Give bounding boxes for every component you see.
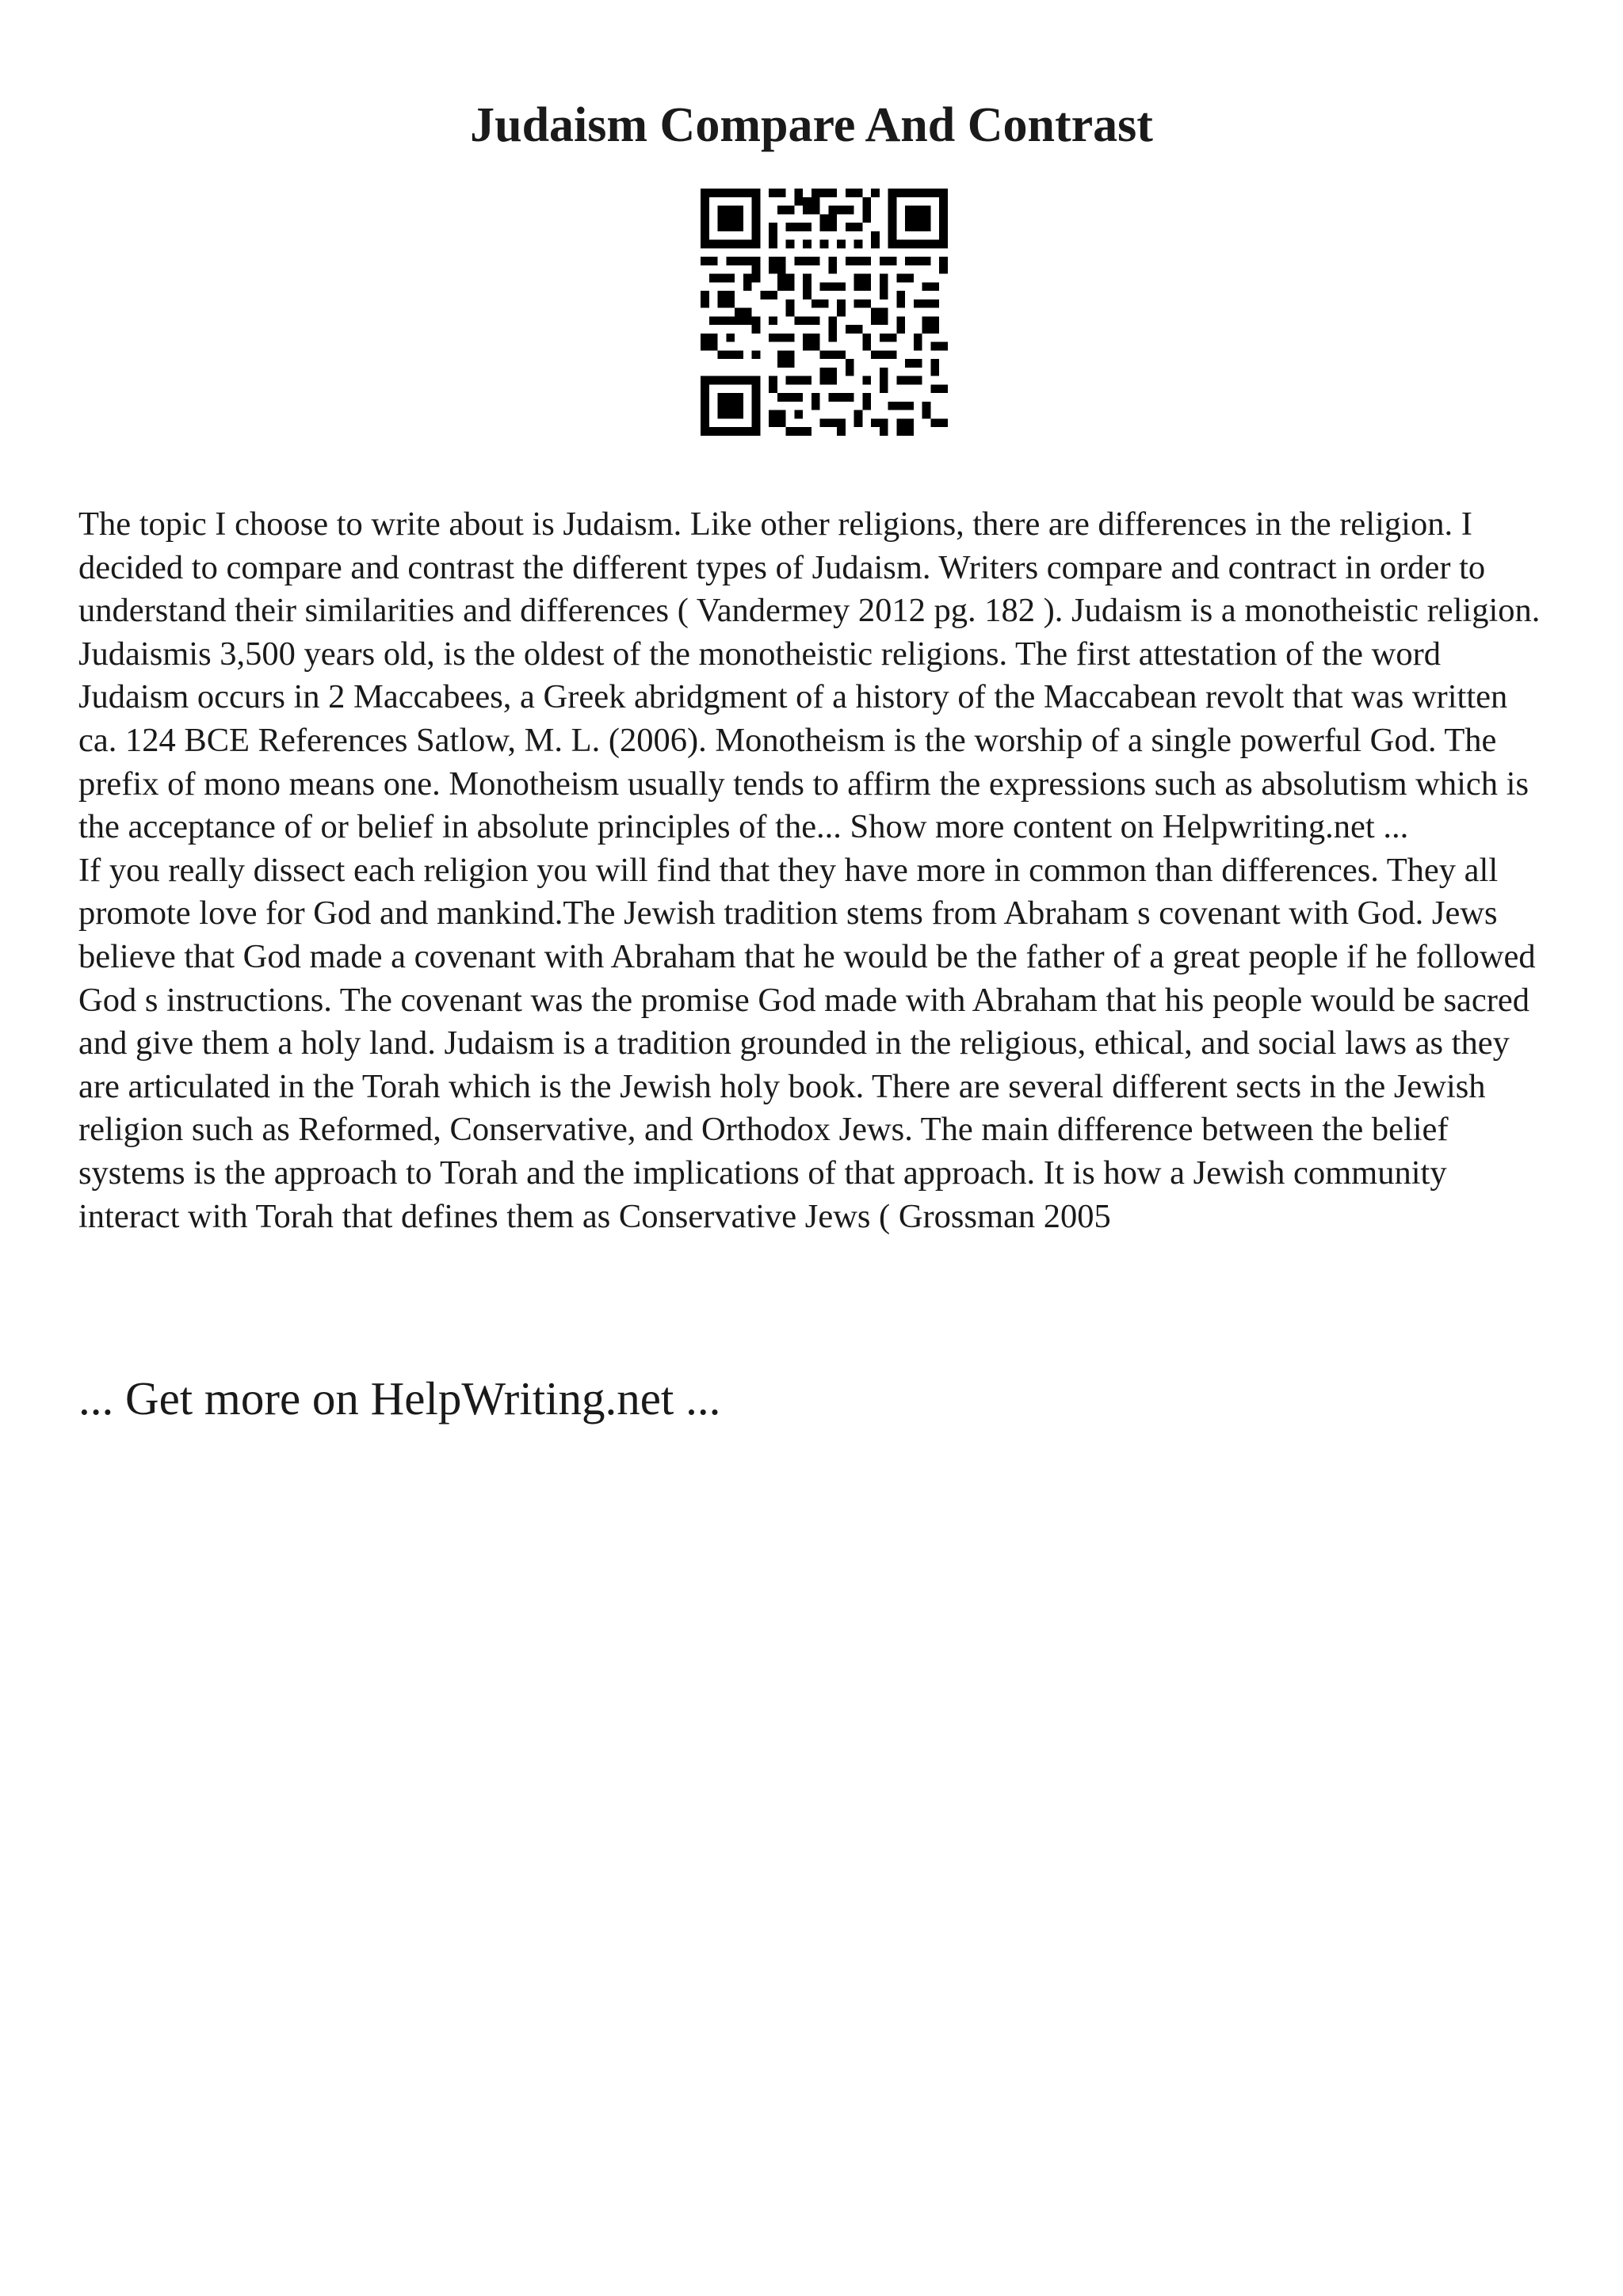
- paragraph-1: The topic I choose to write about is Judaism. Like other religions, there are differences in the religion. I decided to compare and contrast the different types of Judaism. Writers compare and contract in order to understand their similarities and differences ( Vandermey 2012 pg. 182 ). Judaism is a monotheistic religion. Judaismis 3,500 years old, is the oldest of the monotheistic religions. The first attestation of the word Judaism occurs in 2 Maccabees, a Greek abridgment of a history of the Maccabean revolt that was written ca. 124 BCE References Satlow, M. L. (2006). Monotheism is the worship of a single powerful God. The prefix of mono means one. Monotheism usually tends to affirm the expressions such as absolutism which is the acceptance of or belief in absolute principles of the... Show more content on Helpwriting.net ...: [78, 505, 1541, 846]
- paragraph-2: If you really dissect each religion you will find that they have more in common than differences. They all promote love for God and mankind.The Jewish tradition stems from Abraham s covenant with God. Jews believe that God made a covenant with Abraham that he would be the father of a great people if he followed God s instructions. The covenant was the promise God made with Abraham that his people would be sacred and give them a holy land. Judaism is a tradition grounded in the religious, ethical, and social laws as they are articulated in the Torah which is the Jewish holy book. There are several different sects in the Jewish religion such as Reformed, Conservative, and Orthodox Jews. The main difference between the belief systems is the approach to Torah and the implications of that approach. It is how a Jewish community interact with Torah that defines them as Conservative Jews ( Grossman 2005: [78, 851, 1536, 1235]
- get-more-link[interactable]: ... Get more on HelpWriting.net ...: [78, 1372, 721, 1425]
- article-body: [78, 503, 1552, 1238]
- qr-code-icon[interactable]: [701, 189, 948, 436]
- document-title: Judaism Compare And Contrast: [470, 98, 1153, 152]
